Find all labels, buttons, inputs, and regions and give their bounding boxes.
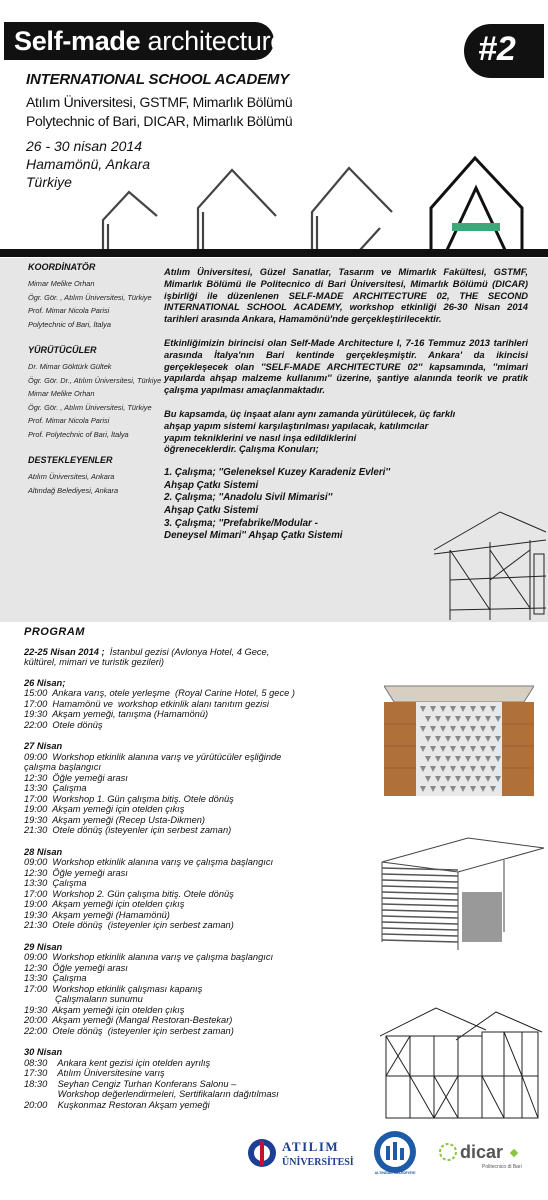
- timber-frame-sketch: [430, 510, 548, 620]
- frame-slat: [382, 898, 458, 900]
- program-row: 12:30 Öğle yemeği arası: [24, 867, 128, 878]
- description-paragraph-1: Atılım Üniversitesi, Güzel Sanatlar, Tasarım ve Mimarlık Fakültesi, GSTMF, Mimarlık Bölümü ile Politecnico di Bari Üniversitesi, Mimarlık Bölümü (DICAR) işbirliği ile düzenlenen SELF-MADE ARCHITECTURE 02, THE SECOND INTERNATIONAL SCHOOL ACADEMY, workshop etkinliği 26-30 Nisan 2014 tarihleri arasında Ankara, Hamamönü'nde gerçekleştirilecektir.: [164, 266, 528, 325]
- house-outline-3: [312, 168, 392, 250]
- atilim-logo-line1: ATILIM: [282, 1139, 340, 1154]
- dicar-logo-sub: Politecnico di Bari: [482, 1164, 522, 1170]
- lattice-wall-render: [384, 684, 534, 796]
- credits-column: [28, 262, 162, 497]
- program-row: 12:30 Öğle yemeği arası: [24, 772, 128, 783]
- program-day: [24, 942, 384, 1037]
- title-bold: Self-made: [14, 26, 141, 56]
- anatolian-house-sketch: [376, 1000, 544, 1120]
- event-dates: 26 - 30 nisan 2014: [26, 138, 142, 154]
- program-day-heading: 28 Nisan: [24, 846, 63, 857]
- description-paragraph-3-line: öğreneceklerdir. Çalışma Konuları;: [164, 443, 319, 455]
- program-row: Workshop değerlendirmeleri, Sertifikaların dağıtılması: [24, 1089, 279, 1099]
- program-row: 21:30 Otele dönüş (isteyenler için serbest zaman): [24, 920, 234, 930]
- topic-line: Ahşap Çatkı Sistemi: [164, 479, 259, 491]
- frame-slat: [382, 874, 458, 876]
- topic-line: Deneysel Mimari'' Ahşap Çatkı Sistemi: [164, 530, 343, 542]
- credit-item: Ögr. Gör. , Atılım Üniversitesi, Türkiye: [28, 292, 152, 302]
- credit-item: Prof. Mimar Nicola Parisi: [28, 306, 110, 315]
- program-row: 22:00 Otele dönüş (isteyenler için serbest zaman): [24, 1025, 234, 1036]
- frame-slat: [382, 940, 458, 942]
- event-place: Hamamönü, Ankara: [26, 156, 150, 172]
- program-row: 17:00 Workshop etkinlik çalışması kapanış: [24, 983, 203, 994]
- description-paragraph-3-line: ahşap yapım sistemi karşılaştırılması yapılacak, katılımcılar: [164, 419, 429, 431]
- credit-item: Polytechnic of Bari, İtalya: [28, 319, 111, 329]
- program-day: [24, 1047, 384, 1110]
- program-day-heading: 26 Nisan;: [24, 677, 66, 688]
- program-row: Çalışmaların sunumu: [24, 994, 143, 1004]
- credit-item: Ögr. Gör. Dr., Atılım Üniversitesi, Türkiye: [28, 375, 162, 385]
- modular-frame-render: [378, 832, 546, 952]
- program-row: 09:00 Workshop etkinlik alanına varış ve çalışma başlangıcı: [24, 857, 274, 867]
- university-line-1: Atılım Üniversitesi, GSTMF, Mimarlık Bölümü: [26, 94, 293, 110]
- program-row: 12:30 Öğle yemeği arası: [24, 962, 128, 973]
- frame-slat: [382, 922, 458, 924]
- frame-slat: [382, 928, 458, 930]
- house-outline-4: [431, 158, 522, 250]
- program-day: [24, 741, 384, 836]
- credit-item: Prof. Mimar Nicola Parisi: [28, 416, 110, 425]
- page-title: [14, 26, 285, 57]
- house-outlines-illustration: [0, 150, 548, 250]
- supporters-heading: DESTEKLEYENLER: [28, 455, 113, 465]
- executives-heading: YÜRÜTÜCÜLER: [28, 345, 97, 355]
- altindag-logo: [370, 1130, 420, 1176]
- program-day-heading: 27 Nisan: [24, 741, 63, 751]
- credit-item: Dr. Mimar Göktürk Gültek: [28, 362, 112, 371]
- program-row: 17:00 Workshop 1. Gün çalışma bitiş. Otele dönüş: [24, 793, 234, 804]
- program-row: 08:30 Ankara kent gezisi için otelden ayrılış: [24, 1057, 211, 1068]
- credit-item: Altındağ Belediyesi, Ankara: [28, 485, 119, 495]
- frame-slat: [382, 886, 458, 888]
- program-day: [24, 847, 384, 931]
- title-rest: architecture: [140, 26, 286, 56]
- coordinator-heading: KOORDİNATÖR: [28, 262, 96, 272]
- program-day: [24, 678, 384, 731]
- frame-slat: [382, 880, 458, 882]
- program-row: 18:30 Seyhan Cengiz Turhan Konferans Salonu –: [24, 1078, 237, 1089]
- program-row: 19:00 Akşam yemeği için otelden çıkış: [24, 899, 185, 909]
- frame-slat: [382, 904, 458, 906]
- frame-slat: [382, 934, 458, 936]
- intro-text-2: kültürel, mimari ve turistik gezileri): [24, 657, 164, 667]
- program-row: 17:30 Atılım Üniversitesine varış: [24, 1068, 165, 1078]
- program-row: 19:30 Akşam yemeği (Hamamönü): [24, 909, 170, 920]
- atilim-logo-line2: ÜNİVERSİTESİ: [282, 1157, 354, 1168]
- intro-date: 22-25 Nisan 2014 ;: [24, 646, 105, 657]
- program-row: 13:30 Çalışma: [24, 973, 87, 983]
- frame-slat: [382, 868, 458, 870]
- description-column: [164, 266, 528, 543]
- house-outline-2: [198, 170, 276, 250]
- program-intro: [24, 647, 384, 668]
- program-row: çalışma başlangıcı: [24, 762, 101, 772]
- credit-item: Ögr. Gör. , Atılım Üniversitesi, Türkiye: [28, 402, 152, 412]
- event-country: Türkiye: [26, 174, 72, 190]
- green-accent-bar: [452, 223, 500, 231]
- credit-item: Mimar Melike Orhan: [28, 279, 95, 288]
- program-section: [24, 627, 384, 1121]
- program-row: 20:00 Kuşkonmaz Restoran Akşam yemeği: [24, 1099, 210, 1110]
- altindag-logo-label: ALTINDAĞ BELEDİYESİ: [374, 1171, 416, 1175]
- program-row: 20:00 Akşam yemeği (Mangal Restoran-Bestekar): [24, 1015, 233, 1025]
- program-row: 15:00 Ankara varış, otele yerleşme (Royal Carine Hotel, 5 gece ): [24, 688, 295, 698]
- credit-item: Mimar Melike Orhan: [28, 389, 95, 398]
- program-row: 09:00 Workshop etkinlik alanına varış ve çalışma başlangıcı: [24, 952, 274, 962]
- ground-line: [0, 249, 548, 257]
- atilim-logo: [246, 1135, 354, 1171]
- university-line-2: Polytechnic of Bari, DICAR, Mimarlık Bölümü: [26, 113, 293, 129]
- credit-item: Prof. Polytechnic of Bari, İtalya: [28, 429, 129, 439]
- dicar-logo: [438, 1138, 528, 1172]
- frame-slat: [382, 892, 458, 894]
- frame-slat: [382, 916, 458, 918]
- description-paragraph-3-line: Bu kapsamda, üç inşaat alanı aynı zamanda yürütülecek, üç farklı: [164, 407, 456, 419]
- program-row: 19:00 Akşam yemeği için otelden çıkış: [24, 804, 185, 814]
- program-row: 21:30 Otele dönüş (isteyenler için serbest zaman): [24, 825, 232, 835]
- description-paragraph-2: Etkinliğimizin birincisi olan Self-Made Architecture I, 7-16 Temmuz 2013 tarihleri arasında İtalya'nın Bari kentinde gerçekleşmiştir. Ankara' da ikincisi gerçekleşecek olan ''SELF-MADE ARCHITECTURE 02'' kapsamında, ''mimari yapılarda ahşap malzeme kullanımı'' üzerine, şantiye alanında teorik ve pratik çalışma yapılması amaçlanmaktadır.: [164, 336, 528, 396]
- frame-slat: [382, 910, 458, 912]
- program-row: 13:30 Çalışma: [24, 878, 87, 888]
- topic-line: 2. Çalışma; ''Anadolu Sivil Mimarisi'': [164, 492, 333, 504]
- program-row: 17:00 Workshop 2. Gün çalışma bitiş. Otele dönüş: [24, 888, 234, 899]
- program-row: 13:30 Çalışma: [24, 783, 87, 793]
- program-day-heading: 30 Nisan: [24, 1047, 63, 1057]
- program-row: 22:00 Otele dönüş: [24, 719, 103, 730]
- topic-line: 1. Çalışma; ''Geleneksel Kuzey Karadeniz Evleri'': [164, 467, 391, 479]
- program-day-heading: 29 Nisan: [24, 941, 63, 952]
- program-row: 09:00 Workshop etkinlik alanına varış ve yürütücüler eşliğinde: [24, 751, 282, 762]
- topic-line: Ahşap Çatkı Sistemi: [164, 504, 259, 516]
- house-outline-1: [103, 192, 157, 250]
- school-title: INTERNATIONAL SCHOOL ACADEMY: [26, 71, 290, 88]
- program-row: 19:30 Akşam yemeği, tanışma (Hamamönü): [24, 709, 209, 719]
- program-row: 17:00 Hamamönü ve workshop etkinlik alanı tanıtım gezisi: [24, 698, 269, 709]
- topic-line: 3. Çalışma; ''Prefabrike/Modular -: [164, 517, 318, 529]
- description-paragraph-3-line: yapım tekniklerini ve nasıl inşa edildiklerini: [164, 431, 357, 443]
- dicar-logo-name: dicar: [460, 1142, 504, 1162]
- issue-number: #2: [478, 30, 516, 68]
- credit-item: Atılım Üniversitesi, Ankara: [28, 472, 115, 481]
- program-row: 19:30 Akşam yemeği (Recep Usta-Dikmen): [24, 814, 206, 825]
- intro-text: İstanbul gezisi (Avlonya Hotel, 4 Gece,: [104, 646, 270, 657]
- program-row: 19:30 Akşam yemeği için otelden çıkış: [24, 1004, 185, 1015]
- program-heading: PROGRAM: [24, 626, 85, 638]
